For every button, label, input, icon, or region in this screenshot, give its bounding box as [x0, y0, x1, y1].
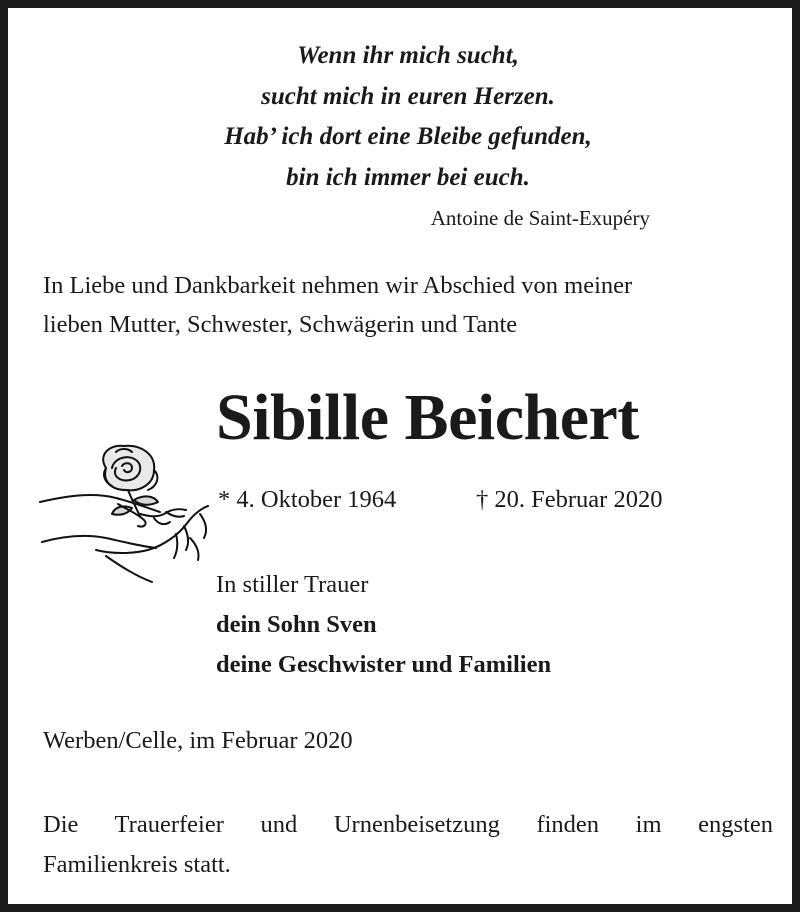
- place-date: Werben/Celle, im Februar 2020: [43, 727, 353, 754]
- funeral-line: Familienkreis statt.: [43, 851, 231, 878]
- birth-date: * 4. Oktober 1964: [218, 486, 397, 513]
- mourners-intro: In stiller Trauer: [216, 571, 369, 598]
- life-dates: [218, 483, 663, 517]
- rose-in-hands-icon: [36, 438, 214, 586]
- intro-text: [43, 266, 783, 344]
- mourner-son: dein Sohn Sven: [216, 611, 377, 638]
- deceased-name: Sibille Beichert: [216, 381, 639, 454]
- mourners: [216, 565, 551, 685]
- poem: [8, 36, 800, 198]
- poem-author: Antoine de Saint-Exupéry: [430, 206, 650, 230]
- poem-line: Wenn ihr mich sucht,: [297, 42, 519, 69]
- death-date: † 20. Februar 2020: [476, 486, 663, 513]
- intro-line: In Liebe und Dankbarkeit nehmen wir Abschied von meiner: [43, 272, 633, 299]
- intro-line: lieben Mutter, Schwester, Schwägerin und Tante: [43, 311, 518, 338]
- poem-line: sucht mich in euren Herzen.: [261, 82, 555, 110]
- poem-line: bin ich immer bei euch.: [286, 163, 530, 191]
- mourner-family: deine Geschwister und Familien: [216, 651, 552, 678]
- poem-line: Hab’ ich dort eine Bleibe gefunden,: [224, 123, 592, 150]
- funeral-notice: [43, 805, 773, 885]
- funeral-line: Die Trauerfeier und Urnenbeisetzung finden im engsten: [43, 811, 773, 838]
